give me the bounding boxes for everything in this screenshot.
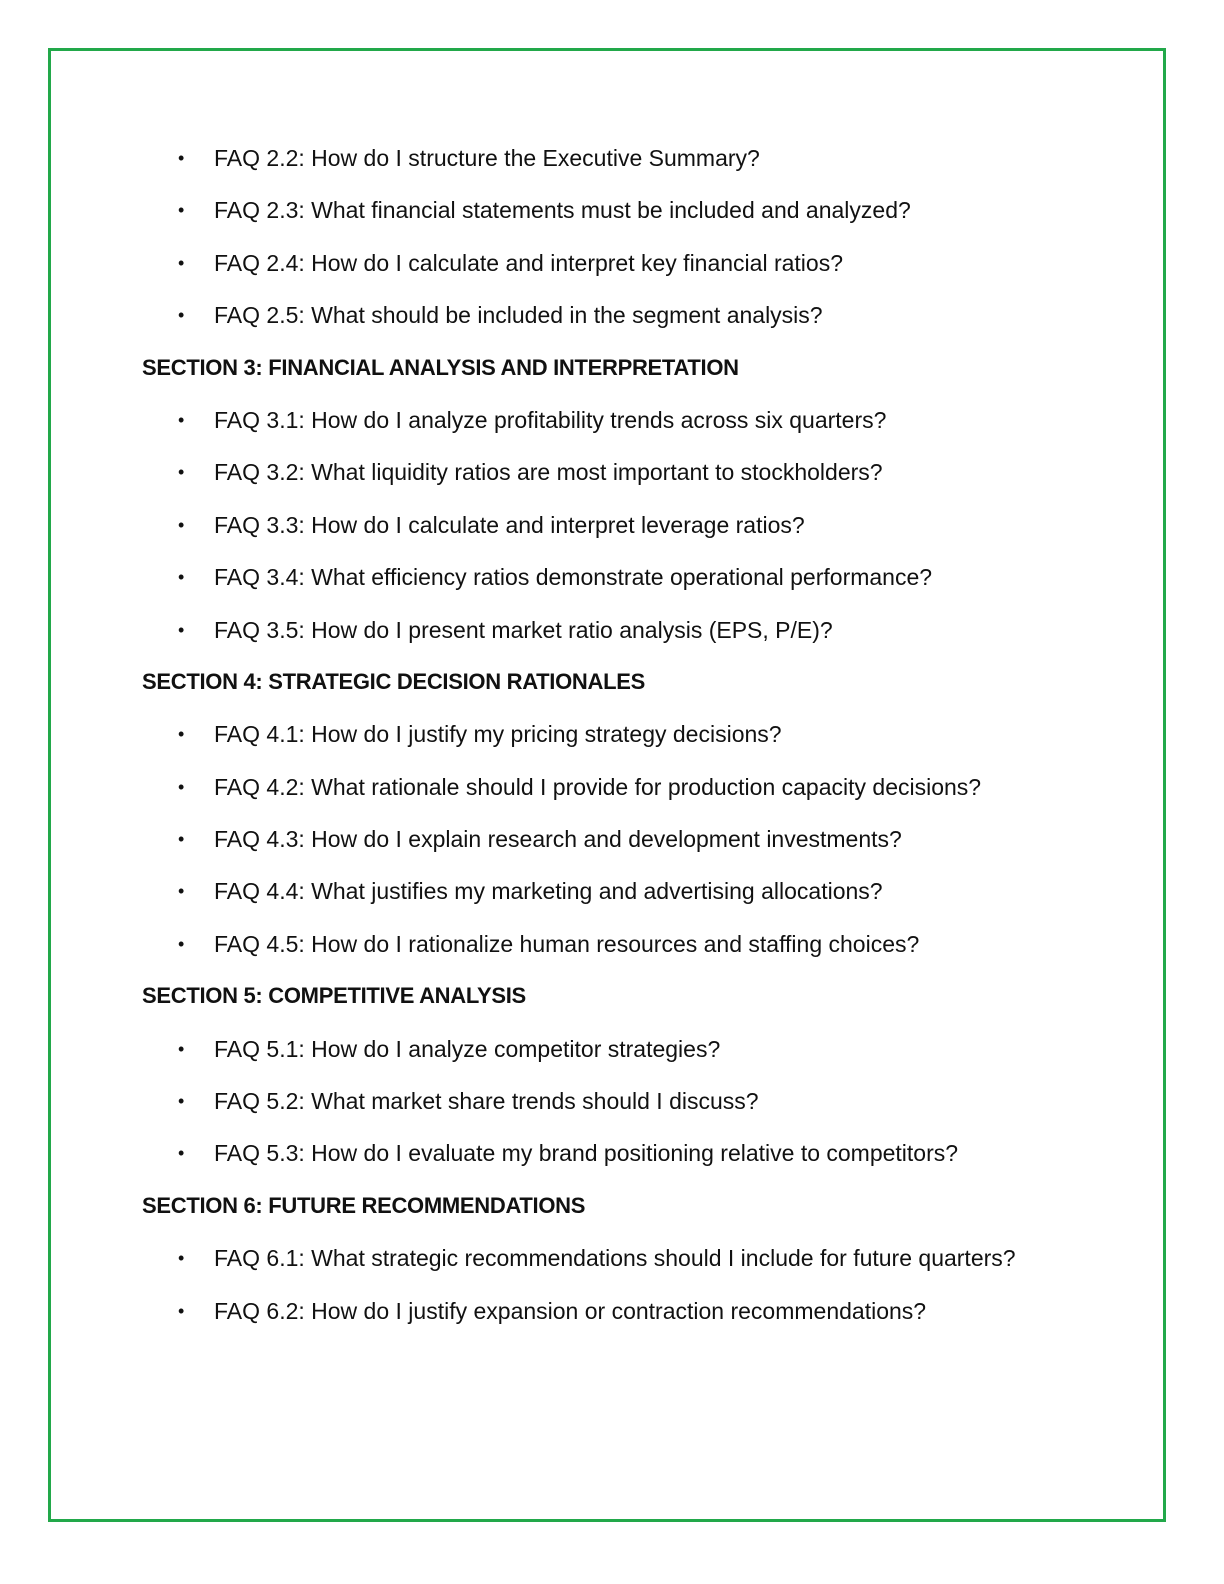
faq-text: FAQ 2.5: What should be included in the segment analysis? bbox=[214, 302, 823, 329]
faq-item bbox=[142, 140, 1102, 176]
faq-item bbox=[142, 769, 1102, 805]
bullet-icon: • bbox=[178, 1091, 185, 1112]
bullet-icon: • bbox=[178, 148, 185, 168]
bullet-icon: • bbox=[178, 567, 185, 588]
faq-text: FAQ 3.4: What efficiency ratios demonstrate operational performance? bbox=[214, 564, 933, 591]
faq-text: FAQ 5.2: What market share trends should I discuss? bbox=[214, 1088, 759, 1115]
faq-text: FAQ 3.2: What liquidity ratios are most important to stockholders? bbox=[214, 459, 883, 486]
faq-item bbox=[142, 245, 1102, 281]
faq-item bbox=[142, 454, 1102, 490]
section-6-heading: SECTION 6: FUTURE RECOMMENDATIONS bbox=[142, 1192, 586, 1218]
faq-text: FAQ 4.5: How do I rationalize human resources and staffing choices? bbox=[214, 930, 920, 957]
faq-item bbox=[142, 1135, 1102, 1171]
bullet-icon: • bbox=[178, 1248, 185, 1269]
faq-text: FAQ 2.4: How do I calculate and interpret key financial ratios? bbox=[214, 249, 843, 276]
bullet-icon: • bbox=[178, 619, 185, 640]
bullet-icon: • bbox=[178, 776, 185, 797]
faq-text: FAQ 4.1: How do I justify my pricing strategy decisions? bbox=[214, 721, 782, 748]
bullet-icon: • bbox=[178, 1143, 185, 1164]
faq-item bbox=[142, 612, 1102, 648]
section-4-heading: SECTION 4: STRATEGIC DECISION RATIONALES bbox=[142, 668, 645, 694]
faq-text: FAQ 6.2: How do I justify expansion or contraction recommendations? bbox=[214, 1297, 927, 1324]
faq-text: FAQ 3.5: How do I present market ratio analysis (EPS, P/E)? bbox=[214, 616, 833, 643]
section-6-faq-list bbox=[142, 1240, 1102, 1328]
faq-item bbox=[142, 716, 1102, 752]
bullet-icon: • bbox=[178, 1038, 185, 1059]
faq-item bbox=[142, 297, 1102, 333]
section-3-heading: SECTION 3: FINANCIAL ANALYSIS AND INTERPRETATION bbox=[142, 354, 739, 380]
bullet-icon: • bbox=[178, 881, 185, 902]
bullet-icon: • bbox=[178, 462, 185, 483]
section-3-faq-list bbox=[142, 402, 1102, 648]
faq-text: FAQ 4.3: How do I explain research and development investments? bbox=[214, 826, 902, 853]
bullet-icon: • bbox=[178, 724, 185, 745]
faq-item bbox=[142, 402, 1102, 438]
bullet-icon: • bbox=[178, 829, 185, 850]
faq-item bbox=[142, 1083, 1102, 1119]
faq-item bbox=[142, 926, 1102, 962]
section-4-faq-list bbox=[142, 716, 1102, 962]
faq-text: FAQ 2.2: How do I structure the Executive Summary? bbox=[214, 145, 760, 171]
faq-item bbox=[142, 1240, 1102, 1276]
bullet-icon: • bbox=[178, 252, 185, 273]
faq-text: FAQ 5.1: How do I analyze competitor strategies? bbox=[214, 1035, 721, 1062]
faq-text: FAQ 6.1: What strategic recommendations should I include for future quarters? bbox=[214, 1245, 1016, 1272]
faq-text: FAQ 4.4: What justifies my marketing and advertising allocations? bbox=[214, 878, 883, 905]
bullet-icon: • bbox=[178, 933, 185, 954]
section-5-heading: SECTION 5: COMPETITIVE ANALYSIS bbox=[142, 983, 526, 1009]
faq-item bbox=[142, 873, 1102, 909]
intro-faq-list bbox=[142, 140, 1102, 333]
faq-text: FAQ 5.3: How do I evaluate my brand positioning relative to competitors? bbox=[214, 1140, 959, 1167]
faq-item bbox=[142, 559, 1102, 595]
bullet-icon: • bbox=[178, 200, 185, 221]
faq-text: FAQ 2.3: What financial statements must be included and analyzed? bbox=[214, 197, 911, 224]
faq-text: FAQ 3.3: How do I calculate and interpret leverage ratios? bbox=[214, 511, 805, 538]
faq-item bbox=[142, 1031, 1102, 1067]
faq-item bbox=[142, 507, 1102, 543]
bullet-icon: • bbox=[178, 514, 185, 535]
bullet-icon: • bbox=[178, 305, 185, 326]
faq-text: FAQ 4.2: What rationale should I provide for production capacity decisions? bbox=[214, 773, 982, 800]
faq-item bbox=[142, 821, 1102, 857]
faq-item bbox=[142, 192, 1102, 228]
bullet-icon: • bbox=[178, 1300, 185, 1321]
section-5-faq-list bbox=[142, 1031, 1102, 1172]
faq-item bbox=[142, 1293, 1102, 1329]
faq-text: FAQ 3.1: How do I analyze profitability trends across six quarters? bbox=[214, 406, 887, 433]
faq-document bbox=[142, 140, 1102, 1345]
bullet-icon: • bbox=[178, 409, 185, 430]
